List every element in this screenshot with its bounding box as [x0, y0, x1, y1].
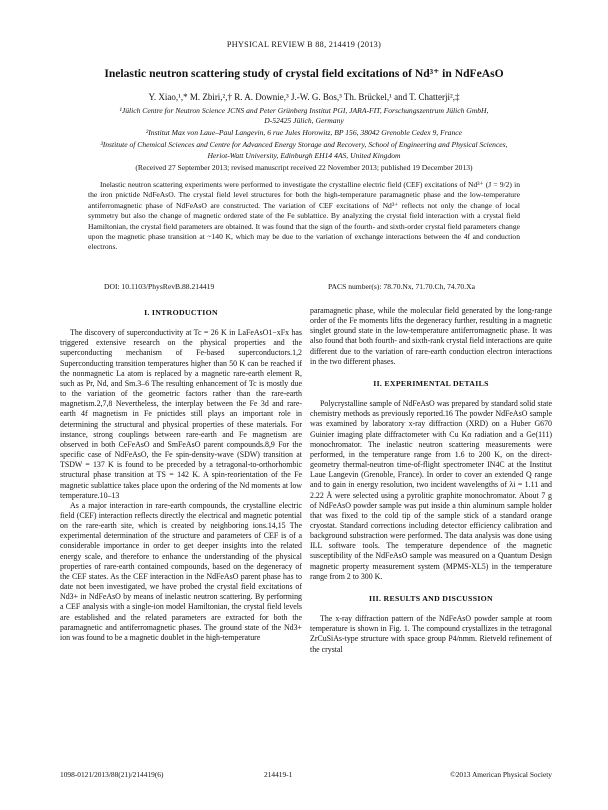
- left-column: [60, 306, 302, 643]
- results-paragraph: The x-ray diffraction pattern of the NdFeAsO powder sample at room temperature is shown in Fig. 1. The compound crystallizes in the tetragonal ZrCuSiAs-type structure with space group P4/nmm. Rietveld refinement of the crystal: [310, 614, 552, 654]
- section-title-introduction: I. INTRODUCTION: [144, 308, 218, 317]
- doi-link[interactable]: DOI: 10.1103/PhysRevB.88.214419: [104, 282, 215, 291]
- section-title-results: III. RESULTS AND DISCUSSION: [369, 593, 493, 603]
- experimental-paragraph: Polycrystalline sample of NdFeAsO was prepared by standard solid state chemistry methods as previously reported.16 The powder NdFeAsO sample was examined by laboratory x-ray diffraction (XRD) on a Huber G670 Guinier imaging plate diffractometer with Cu Kα radiation and a Ge(111) monochromator. The inelastic neutron scattering measurements were performed, in the temperature range from 1.6 to 200 K, on the direct-geometry thermal-neutron time-of-flight spectrometer IN4C at the Institut Laue Langevin (Grenoble, France). In order to cover an extended Q range and to gain in energy resolution, two incident wavelengths of λi = 1.11 and 2.22 Å were selected using a pyrolitic graphite monochromator. About 7 g of NdFeAsO powder sample was put inside a thin aluminum sample holder that was fixed to the cold tip of the sample stick of a standard orange cryostat. Standard corrections including detector efficiency calibration and background substraction were performed. The data analysis was done using ILL software tools. The temperature dependence of the magnetic susceptibility of the NdFeAsO sample was measured on a Quantum Design magnetic property measurement system (MPMS-XL5) in the temperature range from 2 to 300 K.: [310, 399, 552, 581]
- doi-pacs-line: [104, 282, 504, 291]
- right-column: [310, 306, 552, 655]
- footer-copyright: ©2013 American Physical Society: [450, 770, 552, 779]
- received-dates: (Received 27 September 2013; revised manuscript received 22 November 2013; published 19 December 2013): [135, 163, 473, 172]
- footer-issn: 1098-0121/2013/88(21)/214419(6): [60, 770, 164, 779]
- affiliation-3-address: Heriot-Watt University, Edinburgh EH14 4AS, United Kingdom: [207, 151, 401, 160]
- affiliation-1-address: D-52425 Jülich, Germany: [264, 116, 344, 125]
- affiliation-2: ²Institut Max von Laue–Paul Langevin, 6 rue Jules Horowitz, BP 156, 38042 Grenoble Cedex 9, France: [145, 128, 463, 137]
- intro-paragraph-1: The discovery of superconductivity at Tc = 26 K in LaFeAsO1−xFx has triggered extensive research on the physical properties and the superconducting mechanism of Fe-based superconductors.1,2 Superconducting transition temperatures higher than 50 K can be reached if the nonmagnetic La atom is replaced by a magnetic rare-earth element R, such as Pr, Nd, and Sm.3–6 The resulting enhancement of Tc is mostly due to the variation of the geometric factors rather than the rare-earth magnetism.2,7,8 Nevertheless, the interplay between the Fe 3d and rare-earth 4f magnetism in Fe pnictides still plays an important role in determining the structural and physical properties of these materials. For instance, strong couplings between rare-earth and Fe magnetism are observed in both CeFeAsO and SmFeAsO parent compounds.8,9 For the specific case of NdFeAsO, the Fe spin-density-wave (SDW) transition at TSDW = 137 K is found to be preceded by a tetragonal-to-orthorhombic structural phase transition at TS = 142 K. A spin-reorientation of the Fe magnetic sublattice takes place upon the ordering of the Nd moments at low temperature.10–13: [60, 328, 302, 500]
- footer-page-number: 214419-1: [264, 770, 293, 779]
- author-list: Y. Xiao,¹,* M. Zbiri,²,† R. A. Downie,³ J.-W. G. Bos,³ Th. Brückel,¹ and T. Chatterji²,‡: [148, 92, 460, 102]
- intro-paragraph-2: As a major interaction in rare-earth compounds, the crystalline electric field (CEF) interaction reflects directly the electrical and magnetic potential on the rare-earth site, which is created by neighboring ions.14,15 The experimental determination of the structure and parameters of CEF is of a considerable importance in order to get deeper insights into the related energy scale, and therefore to enhance the understanding of the physical properties of rare-earth contained compounds, based on the degeneracy of the CEF states. As the CEF interaction in the NdFeAsO parent phase has to date not been investigated, we have probed the crystal field excitations of Nd3+ in NdFeAsO by means of inelastic neutron scattering. By performing a CEF analysis with a single-ion model Hamiltonian, the crystal field levels are established and the related parameters are extracted for both the paramagnetic and antiferromagnetic phases. The ground state of the Nd3+ ion was found to be a magnetic doublet in the high-temperature: [60, 500, 302, 642]
- intro-paragraph-3: paramagnetic phase, while the molecular field generated by the long-range order of the Fe moments lifts the degeneracy further, resulting in a magnetic singlet ground state in the low-temperature antiferromagnetic phase. It was also found that both fourth- and sixth-rank crystal field interactions are quite different due to the variation of rare-earth conduction electron interactions in the two different phases.: [310, 306, 552, 366]
- paper-title: Inelastic neutron scattering study of crystal field excitations of Nd³⁺ in NdFeAsO: [104, 67, 504, 80]
- affiliation-1: ¹Jülich Centre for Neutron Science JCNS and Peter Grünberg Institut PGI, JARA-FIT, Forschungszentrum Jülich GmbH,: [119, 106, 489, 115]
- section-title-experimental: II. EXPERIMENTAL DETAILS: [373, 378, 489, 388]
- pacs-numbers: PACS number(s): 78.70.Nx, 71.70.Ch, 74.70.Xa: [328, 282, 475, 291]
- affiliation-3: ³Institute of Chemical Sciences and Centre for Advanced Energy Storage and Recovery, School of Engineering and Physical Sciences,: [100, 140, 508, 149]
- journal-header: PHYSICAL REVIEW B 88, 214419 (2013): [226, 40, 382, 49]
- abstract: Inelastic neutron scattering experiments were performed to investigate the crystalline electric field (CEF) excitations of Nd³⁺ (J = 9/2) in the iron pnictide NdFeAsO. The crystal field level structures for both the high-temperature paramagnetic phase and the low-temperature antiferromagnetic phase of NdFeAsO are constructed. The variation of CEF excitations of Nd³⁺ reflects not only the change of local symmetry but also the change of magnetic ordered state of the Fe sublattice. By analyzing the crystal field interaction with a crystal field Hamiltonian, the crystal field parameters are obtained. It was found that the sign of the fourth- and sixth-order crystal field parameters change upon the magnetic phase transition at ~140 K, which may be due to the variation of exchange interactions between the 4f and conduction electrons.: [88, 180, 520, 252]
